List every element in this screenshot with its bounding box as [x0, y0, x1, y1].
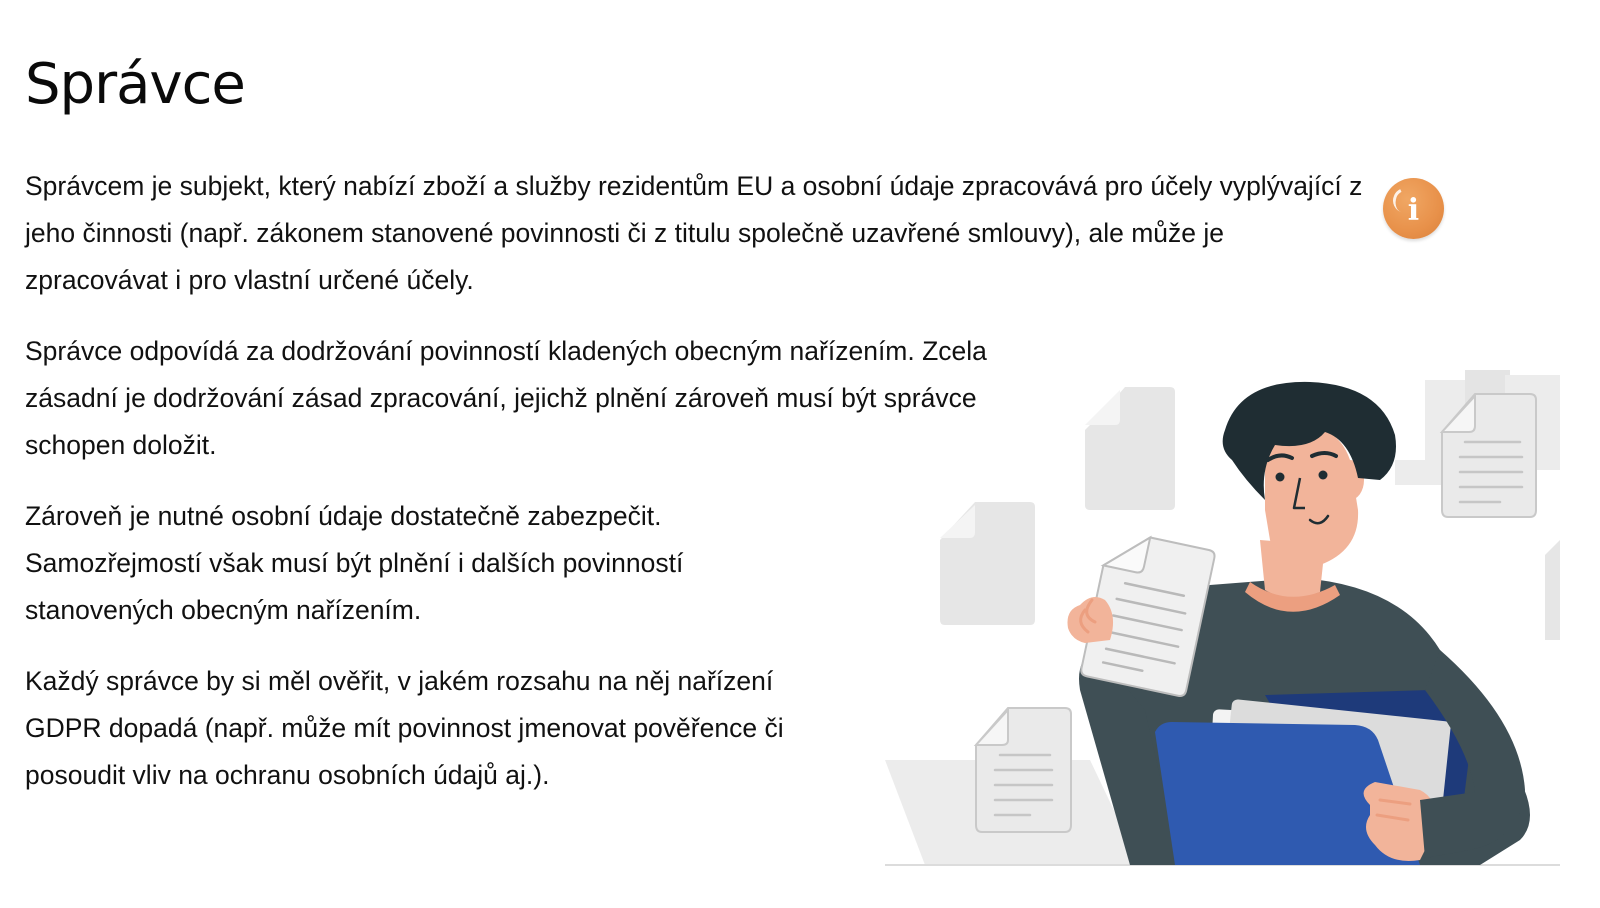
document-icon	[1545, 540, 1560, 640]
info-icon: i	[1407, 192, 1420, 228]
document-fold	[1085, 390, 1120, 425]
document-fold	[940, 505, 975, 538]
document-icon	[940, 502, 1035, 625]
paragraph-responsibility: Správce odpovídá za dodržování povinností kladených obecným nařízením. Zcela zásadní je dodržování zásad zpracování, jejichž plnění zároveň musí být správce schopen doložit.	[25, 336, 987, 460]
paragraph-gdpr-scope: Každý správce by si měl ověřit, v jakém rozsahu na něj nařízení GDPR dopadá (např. může mít povinnost jmenovat pověřence či posoudit vliv na ochranu osobních údajů aj.).	[25, 666, 784, 790]
man-with-documents-illustration	[880, 360, 1560, 870]
page-title: Správce	[25, 52, 245, 117]
paragraph-security: Zároveň je nutné osobní údaje dostatečně zabezpečit. Samozřejmostí však musí být plnění i dalších povinností stanovených obecným nařízením.	[25, 501, 684, 625]
document-icon	[1085, 387, 1175, 510]
eye	[1319, 471, 1328, 480]
eye	[1276, 473, 1285, 482]
paragraph-definition: Správcem je subjekt, který nabízí zboží a služby rezidentům EU a osobní údaje zpracovává pro účely vyplývající z jeho činnosti (např. zákonem stanovené povinnosti či z titulu společně uzavřené smlouvy), ale může je zpracovávat i pro vlastní určené účely.	[25, 171, 1363, 295]
document-fold	[976, 710, 1008, 745]
info-button[interactable]	[1383, 178, 1444, 239]
